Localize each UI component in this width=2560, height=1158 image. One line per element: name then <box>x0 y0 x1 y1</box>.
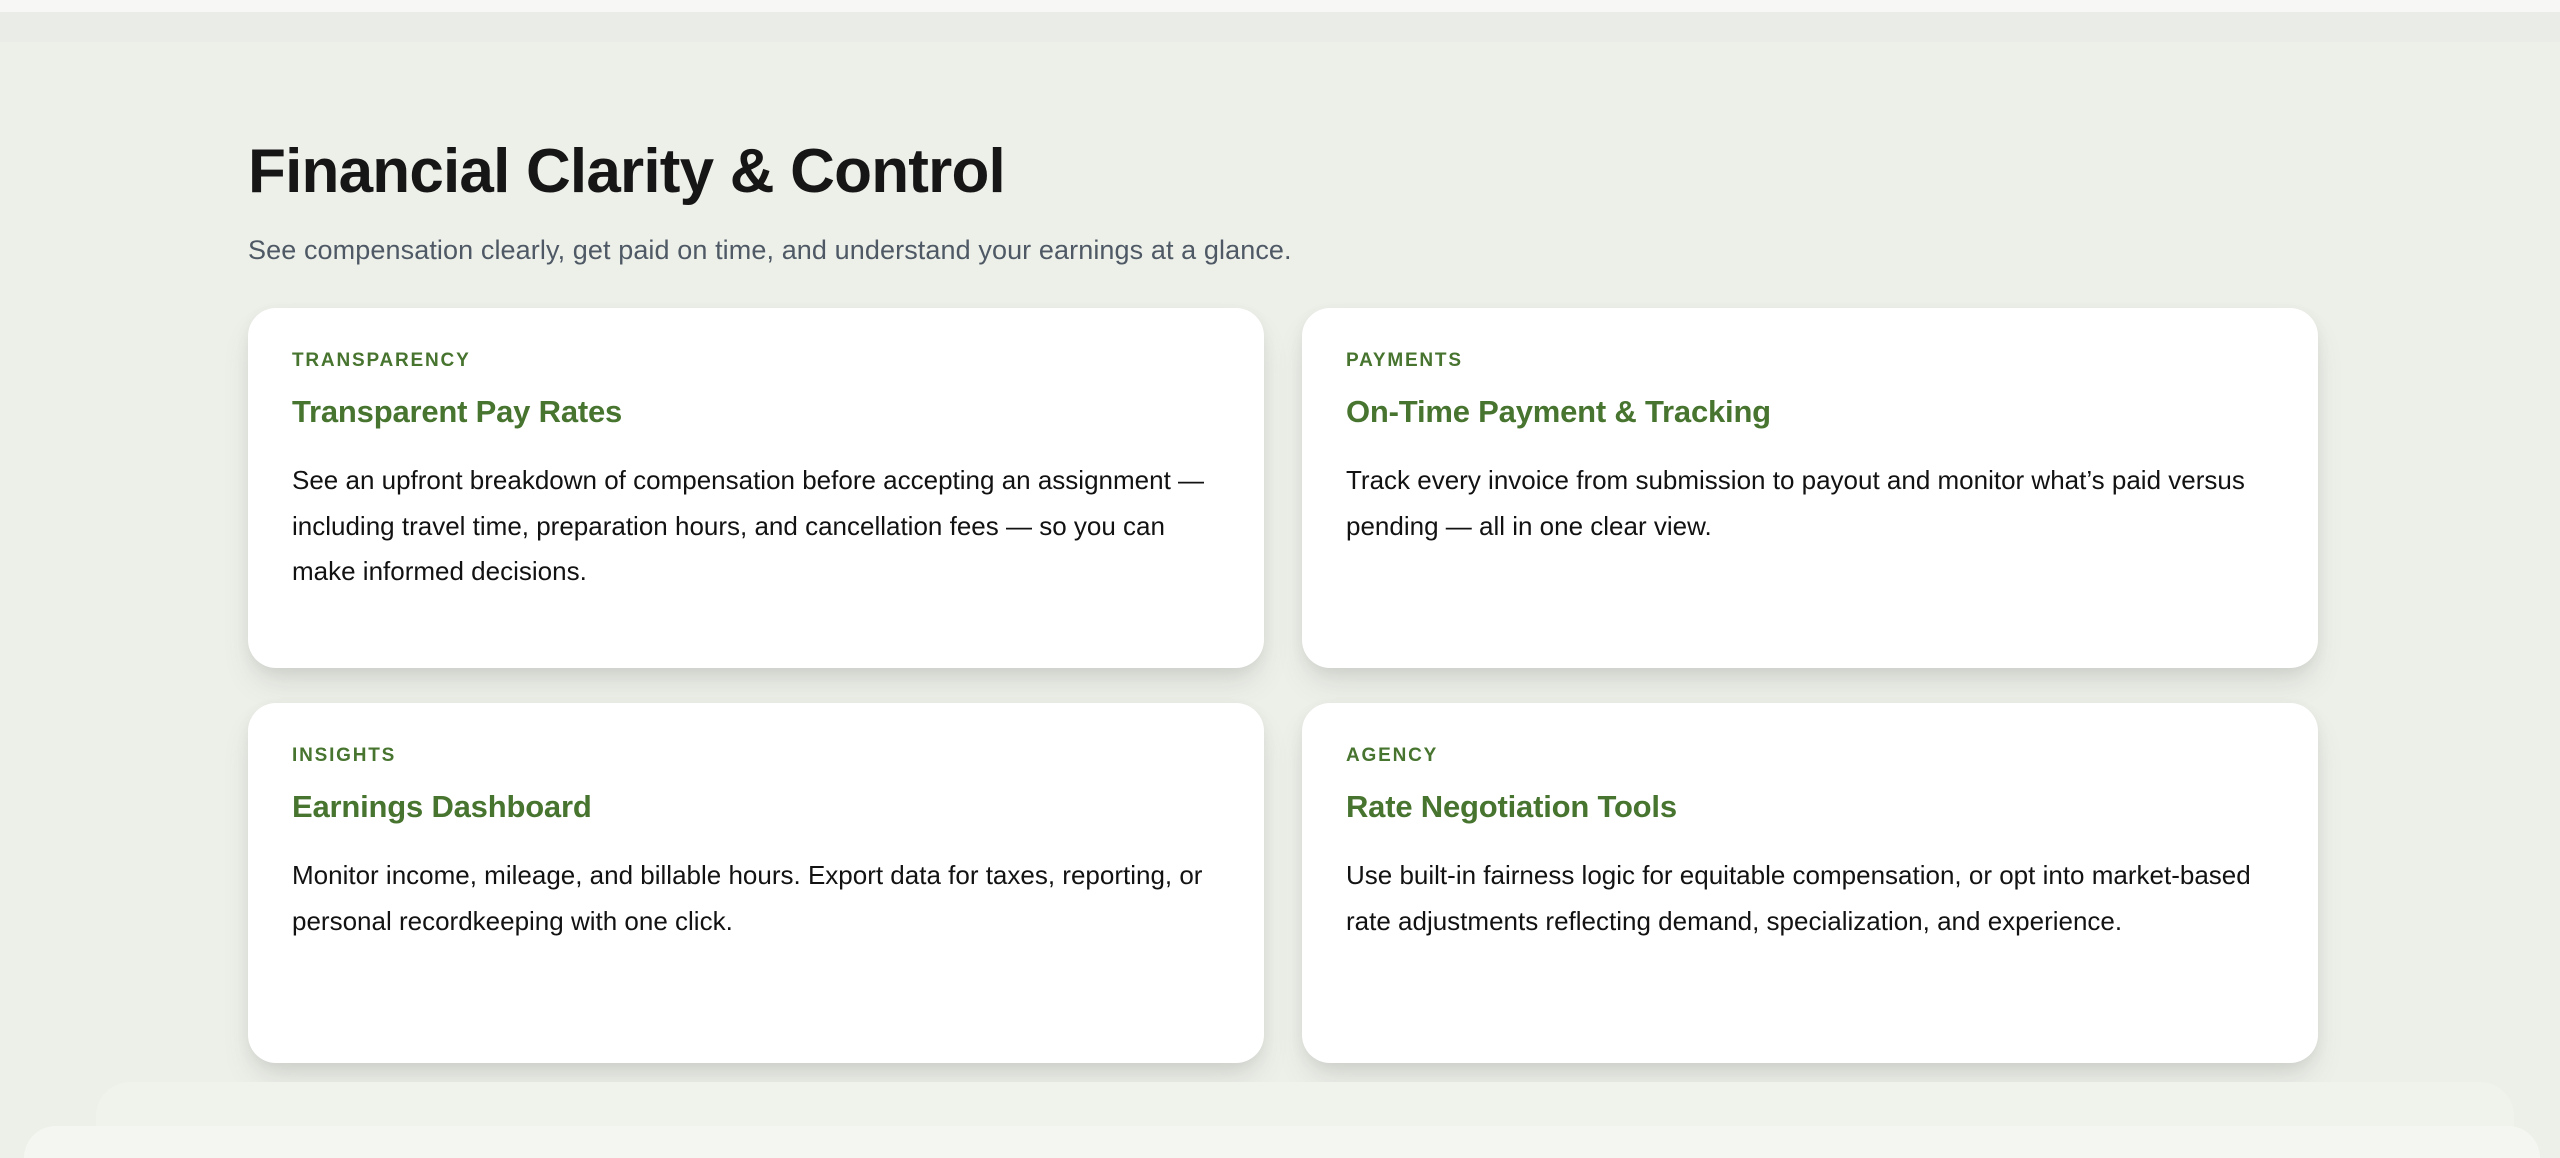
card-title: Rate Negotiation Tools <box>1346 789 1677 824</box>
card-title: Transparent Pay Rates <box>292 394 623 429</box>
card-rate-negotiation-tools <box>1302 703 2318 1063</box>
card-transparent-pay-rates <box>248 308 1264 668</box>
card-description: See an upfront breakdown of compensation before accepting an assignment — including travel time, preparation hours, and cancellation fees — so you can make informed decisions. <box>292 465 1205 586</box>
section-content <box>248 136 2318 1063</box>
card-title: On-Time Payment & Tracking <box>1346 394 1771 429</box>
card-description: Track every invoice from submission to payout and monitor what’s paid versus pending — all in one clear view. <box>1346 465 2245 541</box>
page-subtitle: See compensation clearly, get paid on time, and understand your earnings at a glance. <box>248 235 1292 265</box>
card-eyebrow: INSIGHTS <box>292 745 397 766</box>
top-section-shade <box>0 12 2560 42</box>
page-title: Financial Clarity & Control <box>248 137 1005 206</box>
card-earnings-dashboard <box>248 703 1264 1063</box>
card-eyebrow: AGENCY <box>1346 745 1439 766</box>
card-description: Monitor income, mileage, and billable hours. Export data for taxes, reporting, or personal recordkeeping with one click. <box>292 860 1203 936</box>
card-title: Earnings Dashboard <box>292 789 592 824</box>
card-eyebrow: PAYMENTS <box>1346 350 1463 371</box>
feature-card-grid <box>248 308 2318 1063</box>
next-section-preview-layer-outer <box>24 1126 2540 1158</box>
card-description: Use built-in fairness logic for equitable compensation, or opt into market-based rate adjustments reflecting demand, specialization, and experience. <box>1346 860 2251 936</box>
card-eyebrow: TRANSPARENCY <box>292 350 471 371</box>
card-on-time-payment <box>1302 308 2318 668</box>
top-section-divider <box>0 0 2560 12</box>
